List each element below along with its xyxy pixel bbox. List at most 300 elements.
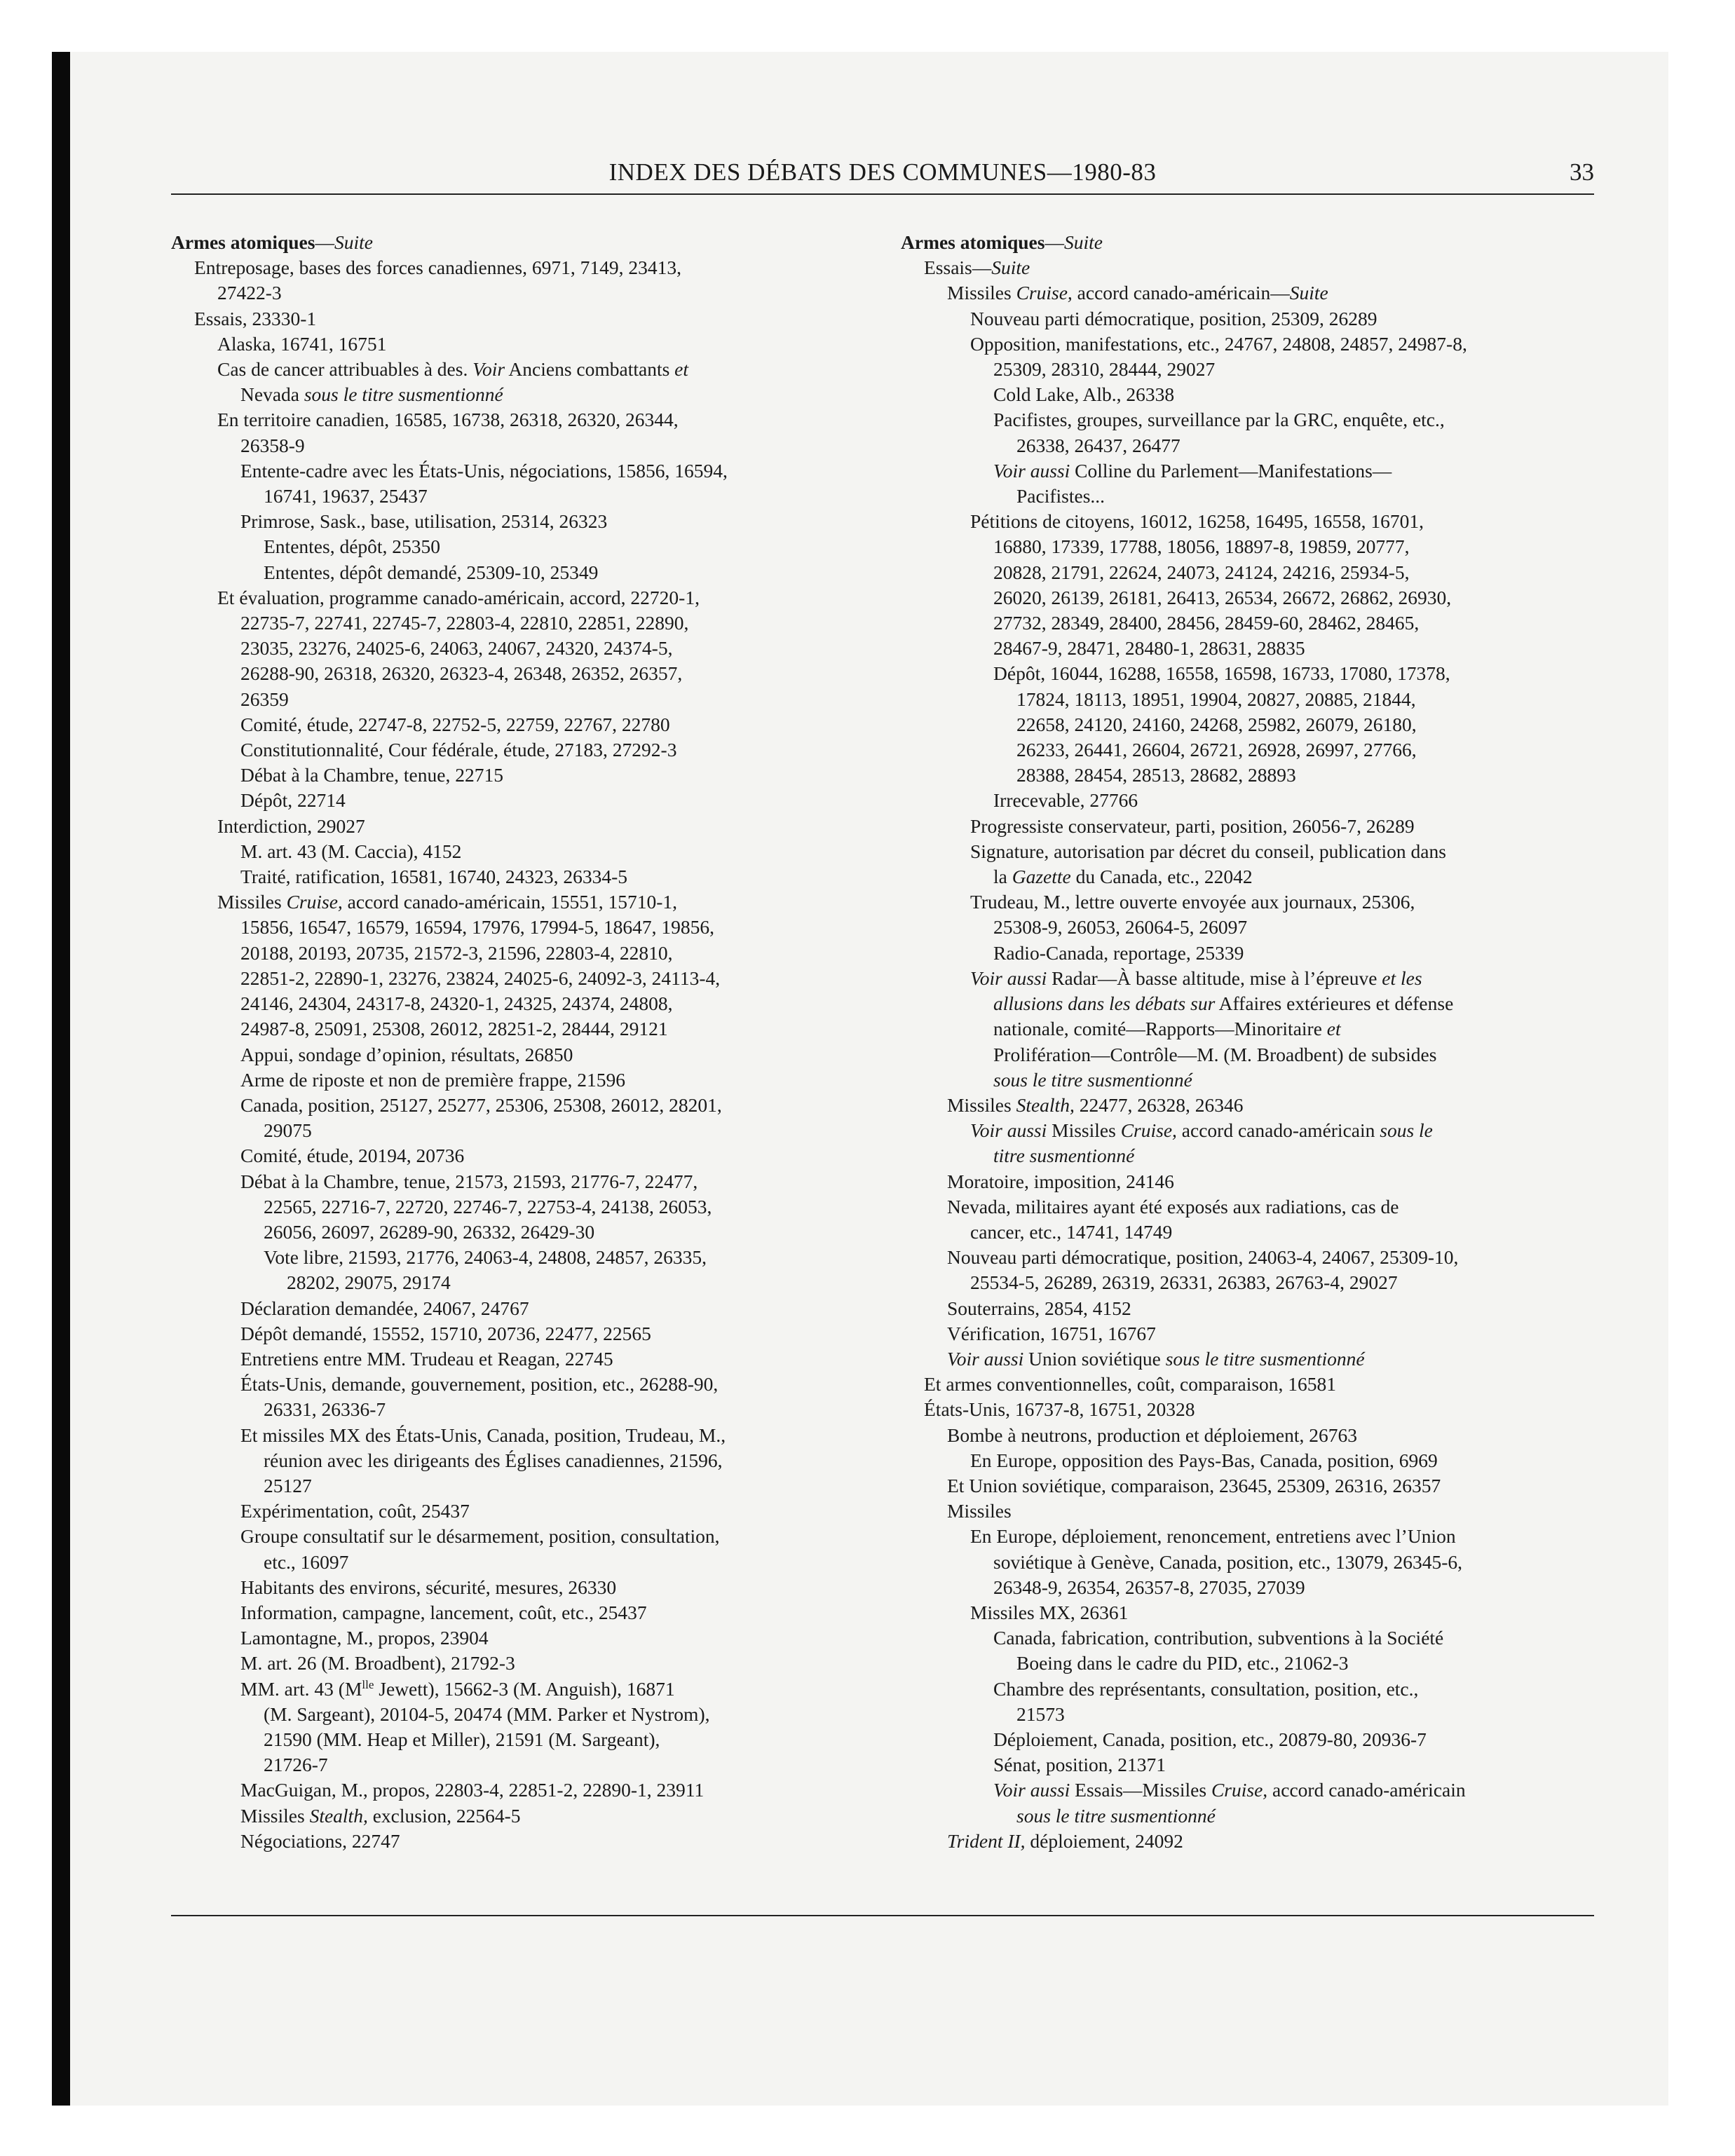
index-entry [171,1143,872,1168]
index-entry-text: Entreposage, bases des forces canadiennes, 6971, 7149, 23413, [194,257,681,279]
index-entry-text: la [993,866,1012,888]
index-entry [171,839,872,864]
index-entry-text: Bombe à neutrons, production et déploiement, 26763 [947,1424,1358,1446]
index-entry-text: 26331, 26336-7 [264,1398,386,1421]
index-entry-text: 22658, 24120, 24160, 24268, 25982, 26079, 26180, [1016,713,1417,735]
index-entry [171,560,872,585]
index-entry [901,1600,1602,1625]
index-entry [901,433,1602,458]
index-entry [901,1016,1602,1042]
index-entry-text: 22477, 26328, 26346 [1074,1093,1244,1116]
index-entry-text: 21726-7 [264,1754,328,1776]
index-entry-text: sous le titre susmentionné [304,383,503,406]
index-entry-text: 21590 (MM. Heap et Miller), 21591 (M. Sargeant), [264,1728,660,1750]
index-entry-text: Cruise, [286,891,343,913]
index-entry-text: Armes atomiques [171,231,315,253]
index-entry [901,534,1602,559]
index-entry [901,230,1602,255]
index-entry [171,763,872,788]
index-entry [901,1575,1602,1600]
index-entry [901,484,1602,509]
index-entry-text: 26359 [240,688,289,710]
index-entry [171,1423,872,1448]
index-entry-text: MM. art. 43 (M [240,1677,362,1700]
index-entry-text: 27732, 28349, 28400, 28456, 28459-60, 28462, 28465, [993,612,1420,634]
index-entry [901,839,1602,864]
index-entry [901,1803,1602,1829]
index-entry-text: Cold Lake, Alb., 26338 [993,383,1175,406]
index-entry-text: Déclaration demandée, 24067, 24767 [240,1297,529,1319]
index-entry [901,763,1602,788]
index-entry-text: Signature, autorisation par décret du conseil, publication dans [970,840,1446,862]
index-entry [171,1093,872,1118]
index-entry-text: réunion avec les dirigeants des Églises canadiennes, 21596, [264,1449,723,1471]
index-entry-text: et les [1382,967,1422,989]
index-entry [901,560,1602,585]
index-entry-text: M. art. 26 (M. Broadbent), 21792-3 [240,1652,515,1674]
index-entry [901,814,1602,839]
index-entry-text: Information, campagne, lancement, coût, etc., 25437 [240,1601,647,1623]
index-entry [171,407,872,432]
page-header [171,158,1594,193]
index-entry-text: Cas de cancer attribuables à des. [217,358,473,381]
index-entry [901,636,1602,661]
index-entry-text: Canada, position, 25127, 25277, 25306, 25308, 26012, 28201, [240,1093,722,1116]
index-entry-text: 26020, 26139, 26181, 26413, 26534, 26672, 26862, 26930, [993,586,1452,608]
index-entry-text: — [1045,231,1064,253]
index-entry-text: Progressiste conservateur, parti, position, 26056-7, 26289 [970,814,1415,837]
index-entry [171,966,872,991]
index-entry [901,306,1602,332]
index-entry-text: Boeing dans le cadre du PID, etc., 21062-3 [1016,1652,1349,1674]
index-entry-text: 26358-9 [240,434,305,456]
index-entry-text: Moratoire, imposition, 24146 [947,1170,1174,1192]
index-entry-text: 26348-9, 26354, 26357-8, 27035, 27039 [993,1576,1305,1598]
index-entry [901,1245,1602,1270]
index-entry-text: et [674,358,689,381]
index-entry [171,1016,872,1042]
index-entry [901,458,1602,484]
index-entry [901,1194,1602,1220]
index-entry-text: En Europe, déploiement, renoncement, entretiens avec l’Union [970,1525,1456,1548]
index-entry-text: sous le [1380,1119,1433,1142]
index-entry [901,1829,1602,1854]
index-entry-text: allusions dans les débats sur [993,992,1216,1015]
index-entry-text: Constitutionnalité, Cour fédérale, étude, 27183, 27292-3 [240,739,677,761]
index-entry [901,966,1602,991]
index-entry [901,864,1602,889]
index-entry [901,1778,1602,1803]
index-entry-text: 21573 [1016,1703,1065,1725]
index-entry-text: 16880, 17339, 17788, 18056, 18897-8, 19859, 20777, [993,535,1410,558]
index-entry [171,889,872,915]
index-entry [901,255,1602,280]
index-entry-text: 20828, 21791, 22624, 24073, 24124, 24216, 25934-5, [993,561,1410,583]
index-entry-text: Négociations, 22747 [240,1829,400,1852]
index-entry [171,687,872,712]
index-entry-text: 24146, 24304, 24317-8, 24320-1, 24325, 24374, 24808, [240,992,673,1015]
index-entry [171,991,872,1016]
index-entry [901,1550,1602,1575]
index-entry [901,1118,1602,1143]
index-entry [901,889,1602,915]
index-entry-text: 28388, 28454, 28513, 28682, 28893 [1016,764,1296,786]
index-entry-text: Et missiles MX des États-Unis, Canada, position, Trudeau, M., [240,1424,726,1446]
index-entry-text: Dépôt demandé, 15552, 15710, 20736, 22477, 22565 [240,1322,651,1344]
index-entry-text: 27422-3 [217,282,282,304]
index-entry [171,1575,872,1600]
index-entry-text: etc., 16097 [264,1550,349,1573]
index-entry-text: nationale, comité—Rapports—Minoritaire [993,1018,1327,1040]
index-entry [171,737,872,763]
index-entry [171,1651,872,1676]
index-entry [171,788,872,813]
index-entry-text: Stealth, [309,1804,368,1827]
index-entry [901,1473,1602,1499]
index-entry-text: Voir aussi [993,459,1070,482]
index-entry-text: Cruise, [1120,1119,1177,1142]
index-entry-text: Habitants des environs, sécurité, mesures, 26330 [240,1576,617,1598]
index-entry-text: Missiles [1047,1119,1121,1142]
index-entry-text: Missiles [947,282,1016,304]
index-entry-text: Gazette [1012,866,1071,888]
index-entry-text: États-Unis, demande, gouvernement, position, etc., 26288-90, [240,1373,719,1396]
index-entry-text: Déploiement, Canada, position, etc., 20879-80, 20936-7 [993,1728,1427,1750]
index-entry [171,458,872,484]
index-entry-text: 26233, 26441, 26604, 26721, 26928, 26997, 27766, [1016,739,1417,761]
index-entry-text: Cruise, [1211,1779,1268,1801]
index-entry [901,1677,1602,1702]
index-entry-text: Opposition, manifestations, etc., 24767, 24808, 24857, 24987-8, [970,332,1467,355]
index-entry-text: Irrecevable, 27766 [993,789,1138,812]
index-entry [901,1296,1602,1321]
index-entry-text: Ententes, dépôt, 25350 [264,535,441,558]
index-entry-text: accord canado-américain [1176,1119,1380,1142]
index-entry-text: 23035, 23276, 24025-6, 24063, 24067, 24320, 24374-5, [240,637,673,660]
index-entry [171,433,872,458]
index-entry [901,1727,1602,1752]
index-entry [171,1499,872,1524]
index-entry-text: Essais, 23330-1 [194,307,317,329]
index-entry-text: En Europe, opposition des Pays-Bas, Canada, position, 6969 [970,1449,1438,1471]
index-entry-text: 24987-8, 25091, 25308, 26012, 28251-2, 28444, 29121 [240,1018,668,1040]
index-entry-text: 28202, 29075, 29174 [287,1271,451,1294]
index-entry-text: 22735-7, 22741, 22745-7, 22803-4, 22810, 22851, 22890, [240,612,689,634]
index-entry [901,1169,1602,1194]
index-entry [901,788,1602,813]
index-entry [901,1220,1602,1245]
index-entry [901,1321,1602,1346]
page-number: 33 [1570,158,1594,186]
index-entry-text: En territoire canadien, 16585, 16738, 26318, 26320, 26344, [217,409,679,431]
index-entry [171,1194,872,1220]
index-entry-text: Chambre des représentants, consultation, position, etc., [993,1677,1419,1700]
index-entry [901,687,1602,712]
index-entry [901,915,1602,940]
index-entry [171,636,872,661]
index-entry [171,382,872,407]
index-entry-text: du Canada, etc., 22042 [1070,866,1253,888]
index-entry [901,610,1602,636]
index-entry-text: Armes atomiques [901,231,1045,253]
index-entry [171,1042,872,1067]
index-entry [901,1270,1602,1295]
index-entry-text: 22851-2, 22890-1, 23276, 23824, 24025-6, 24092-3, 24113-4, [240,967,721,989]
index-entry [171,585,872,610]
index-entry [901,1499,1602,1524]
index-entry [901,712,1602,737]
index-entry-text: 25308-9, 26053, 26064-5, 26097 [993,916,1248,939]
index-entry [901,1625,1602,1651]
index-entry [901,1372,1602,1397]
index-entry-text: Voir aussi [947,1347,1024,1370]
index-entry [171,1727,872,1752]
index-entry-text: Entretiens entre MM. Trudeau et Reagan, 22745 [240,1347,613,1370]
index-entry [171,1600,872,1625]
index-entry [171,1550,872,1575]
index-entry-text: Traité, ratification, 16581, 16740, 24323, 26334-5 [240,866,627,888]
index-entry [171,1702,872,1727]
index-entry [901,1067,1602,1093]
index-entry [901,1346,1602,1372]
index-entry-text: sous le titre susmentionné [993,1068,1192,1091]
index-entry-text: 29075 [264,1119,312,1142]
index-entry [171,1270,872,1295]
index-entry [901,357,1602,382]
index-entry-text: 22565, 22716-7, 22720, 22746-7, 22753-4, 24138, 26053, [264,1195,712,1217]
index-entry [171,1778,872,1803]
index-entry-text: Expérimentation, coût, 25437 [240,1500,470,1522]
index-entry-text: soviétique à Genève, Canada, position, etc., 13079, 26345-6, [993,1550,1463,1573]
index-entry-text: accord canado-américain [1267,1779,1466,1801]
index-entry [901,1423,1602,1448]
index-entry-text: Suite [334,231,373,253]
index-entry-text: Débat à la Chambre, tenue, 21573, 21593, 21776-7, 22477, [240,1170,698,1192]
index-entry-text: Primrose, Sask., base, utilisation, 25314, 26323 [240,510,608,533]
index-entry [171,1625,872,1651]
index-entry-text: Nevada [240,383,304,406]
index-entry [901,509,1602,534]
index-entry-text: 25127 [264,1474,312,1496]
index-entry-text: 16741, 19637, 25437 [264,485,428,507]
index-column-left [171,230,872,1854]
index-entry-text: Colline du Parlement—Manifestations— [1070,459,1392,482]
index-entry-text: Missiles [240,1804,310,1827]
index-entry [171,1169,872,1194]
index-entry-text: Dépôt, 22714 [240,789,346,812]
index-entry [171,915,872,940]
index-entry-text: Vérification, 16751, 16767 [947,1322,1156,1344]
index-entry [901,1752,1602,1778]
index-entry-text: Anciens combattants [505,358,675,381]
index-entry-text: Débat à la Chambre, tenue, 22715 [240,764,503,786]
index-entry-text: 28467-9, 28471, 28480-1, 28631, 28835 [993,637,1305,660]
index-entry-text: (M. Sargeant), 20104-5, 20474 (MM. Parker et Nystrom), [264,1703,710,1725]
index-entry [171,1372,872,1397]
index-entry [171,1220,872,1245]
index-entry [901,585,1602,610]
index-entry [171,484,872,509]
index-entry-text: 26338, 26437, 26477 [1016,434,1181,456]
index-entry [171,1829,872,1854]
index-entry-text: Trident II, [947,1829,1026,1852]
index-entry-text: Voir [472,358,505,381]
index-entry [901,1702,1602,1727]
index-entry [901,1042,1602,1067]
index-entry [171,255,872,280]
page-title: INDEX DES DÉBATS DES COMMUNES—1980-83 [608,158,1157,186]
index-entry-text: Nouveau parti démocratique, position, 25309, 26289 [970,307,1377,329]
index-entry-text: États-Unis, 16737-8, 16751, 20328 [924,1398,1195,1421]
index-entry [171,1473,872,1499]
index-entry [901,407,1602,432]
index-entry-text: 25309, 28310, 28444, 29027 [993,358,1216,381]
index-entry-text: exclusion, 22564-5 [367,1804,521,1827]
index-entry-text: Dépôt, 16044, 16288, 16558, 16598, 16733, 17080, 17378, [993,662,1450,685]
index-entry-text: Nouveau parti démocratique, position, 24063-4, 24067, 25309-10, [947,1246,1459,1269]
index-entry-text: Et évaluation, programme canado-américain, accord, 22720-1, [217,586,700,608]
index-entry-text: Voir aussi [970,1119,1047,1142]
index-entry-text: Groupe consultatif sur le désarmement, position, consultation, [240,1525,720,1548]
index-entry-text: Trudeau, M., lettre ouverte envoyée aux journaux, 25306, [970,891,1415,913]
index-entry-text: Comité, étude, 20194, 20736 [240,1145,465,1167]
index-entry-text: Nevada, militaires ayant été exposés aux radiations, cas de [947,1195,1399,1217]
index-entry [171,864,872,889]
index-entry-text: MacGuigan, M., propos, 22803-4, 22851-2, 22890-1, 23911 [240,1779,705,1801]
index-entry-text: Missiles [947,1500,1012,1522]
index-entry-text: Radar—À basse altitude, mise à l’épreuve [1047,967,1382,989]
index-entry [901,941,1602,966]
index-entry [171,1296,872,1321]
index-entry [171,661,872,686]
index-entry [901,1143,1602,1168]
index-entry-text: sous le titre susmentionné [1165,1347,1365,1370]
index-entry-text: Et Union soviétique, comparaison, 23645, 25309, 26316, 26357 [947,1474,1441,1496]
index-entry-text: titre susmentionné [993,1145,1135,1167]
index-entry [171,534,872,559]
index-entry-text: Et armes conventionnelles, coût, comparaison, 16581 [924,1373,1337,1396]
index-entry [171,814,872,839]
index-entry-text: et [1326,1018,1341,1040]
index-entry-text: Alaska, 16741, 16751 [217,332,387,355]
index-entry-text: Suite [1063,231,1103,253]
index-entry-text: Voir aussi [970,967,1047,989]
binding-edge [52,52,70,2106]
footer-rule [171,1915,1594,1916]
index-entry-text: 17824, 18113, 18951, 19904, 20827, 20885, 21844, [1016,688,1416,710]
index-entry-text: Comité, étude, 22747-8, 22752-5, 22759, 22767, 22780 [240,713,670,735]
index-entry-text: cancer, etc., 14741, 14749 [970,1220,1173,1243]
index-entry [171,1752,872,1778]
index-entry [171,1245,872,1270]
index-entry [171,1118,872,1143]
index-entry [901,280,1602,306]
index-entry [171,610,872,636]
index-entry-text: Appui, sondage d’opinion, résultats, 26850 [240,1043,573,1065]
index-entry-text: Cruise, [1016,282,1073,304]
index-entry [171,357,872,382]
index-entry-text: accord canado-américain, 15551, 15710-1, [342,891,678,913]
index-entry [171,509,872,534]
index-entry [171,1067,872,1093]
header-rule [171,193,1594,195]
index-entry [901,991,1602,1016]
index-entry [171,332,872,357]
index-entry-text: Suite [991,257,1030,279]
index-entry [171,1448,872,1473]
index-entry-text: Missiles MX, 26361 [970,1601,1129,1623]
index-entry-text: — [315,231,334,253]
index-entry-text: Souterrains, 2854, 4152 [947,1297,1131,1319]
index-entry [901,737,1602,763]
index-entry-text: sous le titre susmentionné [1016,1804,1216,1827]
index-entry-text: Sénat, position, 21371 [993,1754,1166,1776]
index-entry [171,280,872,306]
index-entry-text: Pacifistes, groupes, surveillance par la GRC, enquête, etc., [993,409,1445,431]
index-entry [171,230,872,255]
index-entry [901,1397,1602,1422]
index-entry [171,1346,872,1372]
index-entry [171,941,872,966]
index-entry-text: 15856, 16547, 16579, 16594, 17976, 17994-5, 18647, 19856, [240,916,715,939]
index-entry [171,306,872,332]
index-entry-text: Arme de riposte et non de première frappe, 21596 [240,1068,626,1091]
index-entry-text: 20188, 20193, 20735, 21572-3, 21596, 22803-4, 22810, [240,941,673,964]
index-entry [901,1524,1602,1549]
index-entry [901,661,1602,686]
index-entry [171,1321,872,1346]
index-entry-text: 26288-90, 26318, 26320, 26323-4, 26348, 26352, 26357, [240,662,683,685]
index-entry [171,1803,872,1829]
index-entry-text: Essais—Missiles [1070,1779,1211,1801]
index-entry [901,382,1602,407]
index-entry-text: Union soviétique [1023,1347,1166,1370]
index-entry-text: Pacifistes... [1016,485,1105,507]
index-entry-text: 25534-5, 26289, 26319, 26331, 26383, 26763-4, 29027 [970,1271,1398,1294]
index-entry-text: accord canado-américain— [1072,282,1290,304]
index-entry [901,1651,1602,1676]
index-entry [171,712,872,737]
index-entry-text: lle [362,1677,374,1691]
index-entry-text: Entente-cadre avec les États-Unis, négociations, 15856, 16594, [240,459,728,482]
index-entry-text: Missiles [217,891,287,913]
index-entry-text: déploiement, 24092 [1025,1829,1183,1852]
index-entry [901,1448,1602,1473]
index-entry-text: Interdiction, 29027 [217,814,365,837]
index-entry-text: Jewett), 15662-3 (M. Anguish), 16871 [374,1677,675,1700]
index-entry [901,1093,1602,1118]
index-entry-text: Pétitions de citoyens, 16012, 16258, 16495, 16558, 16701, [970,510,1424,533]
index-entry-text: Essais— [924,257,992,279]
index-entry-text: Canada, fabrication, contribution, subventions à la Société [993,1627,1444,1649]
index-entry [901,332,1602,357]
index-entry-text: Voir aussi [993,1779,1070,1801]
index-entry-text: Affaires extérieures et défense [1215,992,1454,1015]
index-entry-text: Radio-Canada, reportage, 25339 [993,941,1244,964]
index-entry [171,1677,872,1702]
index-column-right [901,230,1602,1854]
index-entry-text: Lamontagne, M., propos, 23904 [240,1627,489,1649]
index-entry-text: Stealth, [1016,1093,1075,1116]
index-entry-text: 26056, 26097, 26289-90, 26332, 26429-30 [264,1220,595,1243]
index-entry-text: Ententes, dépôt demandé, 25309-10, 25349 [264,561,599,583]
index-entry-text: Missiles [947,1093,1016,1116]
index-entry-text: Vote libre, 21593, 21776, 24063-4, 24808, 24857, 26335, [264,1246,707,1269]
index-entry [171,1397,872,1422]
index-entry [171,1524,872,1549]
index-entry-text: Suite [1289,282,1328,304]
index-entry-text: M. art. 43 (M. Caccia), 4152 [240,840,462,862]
